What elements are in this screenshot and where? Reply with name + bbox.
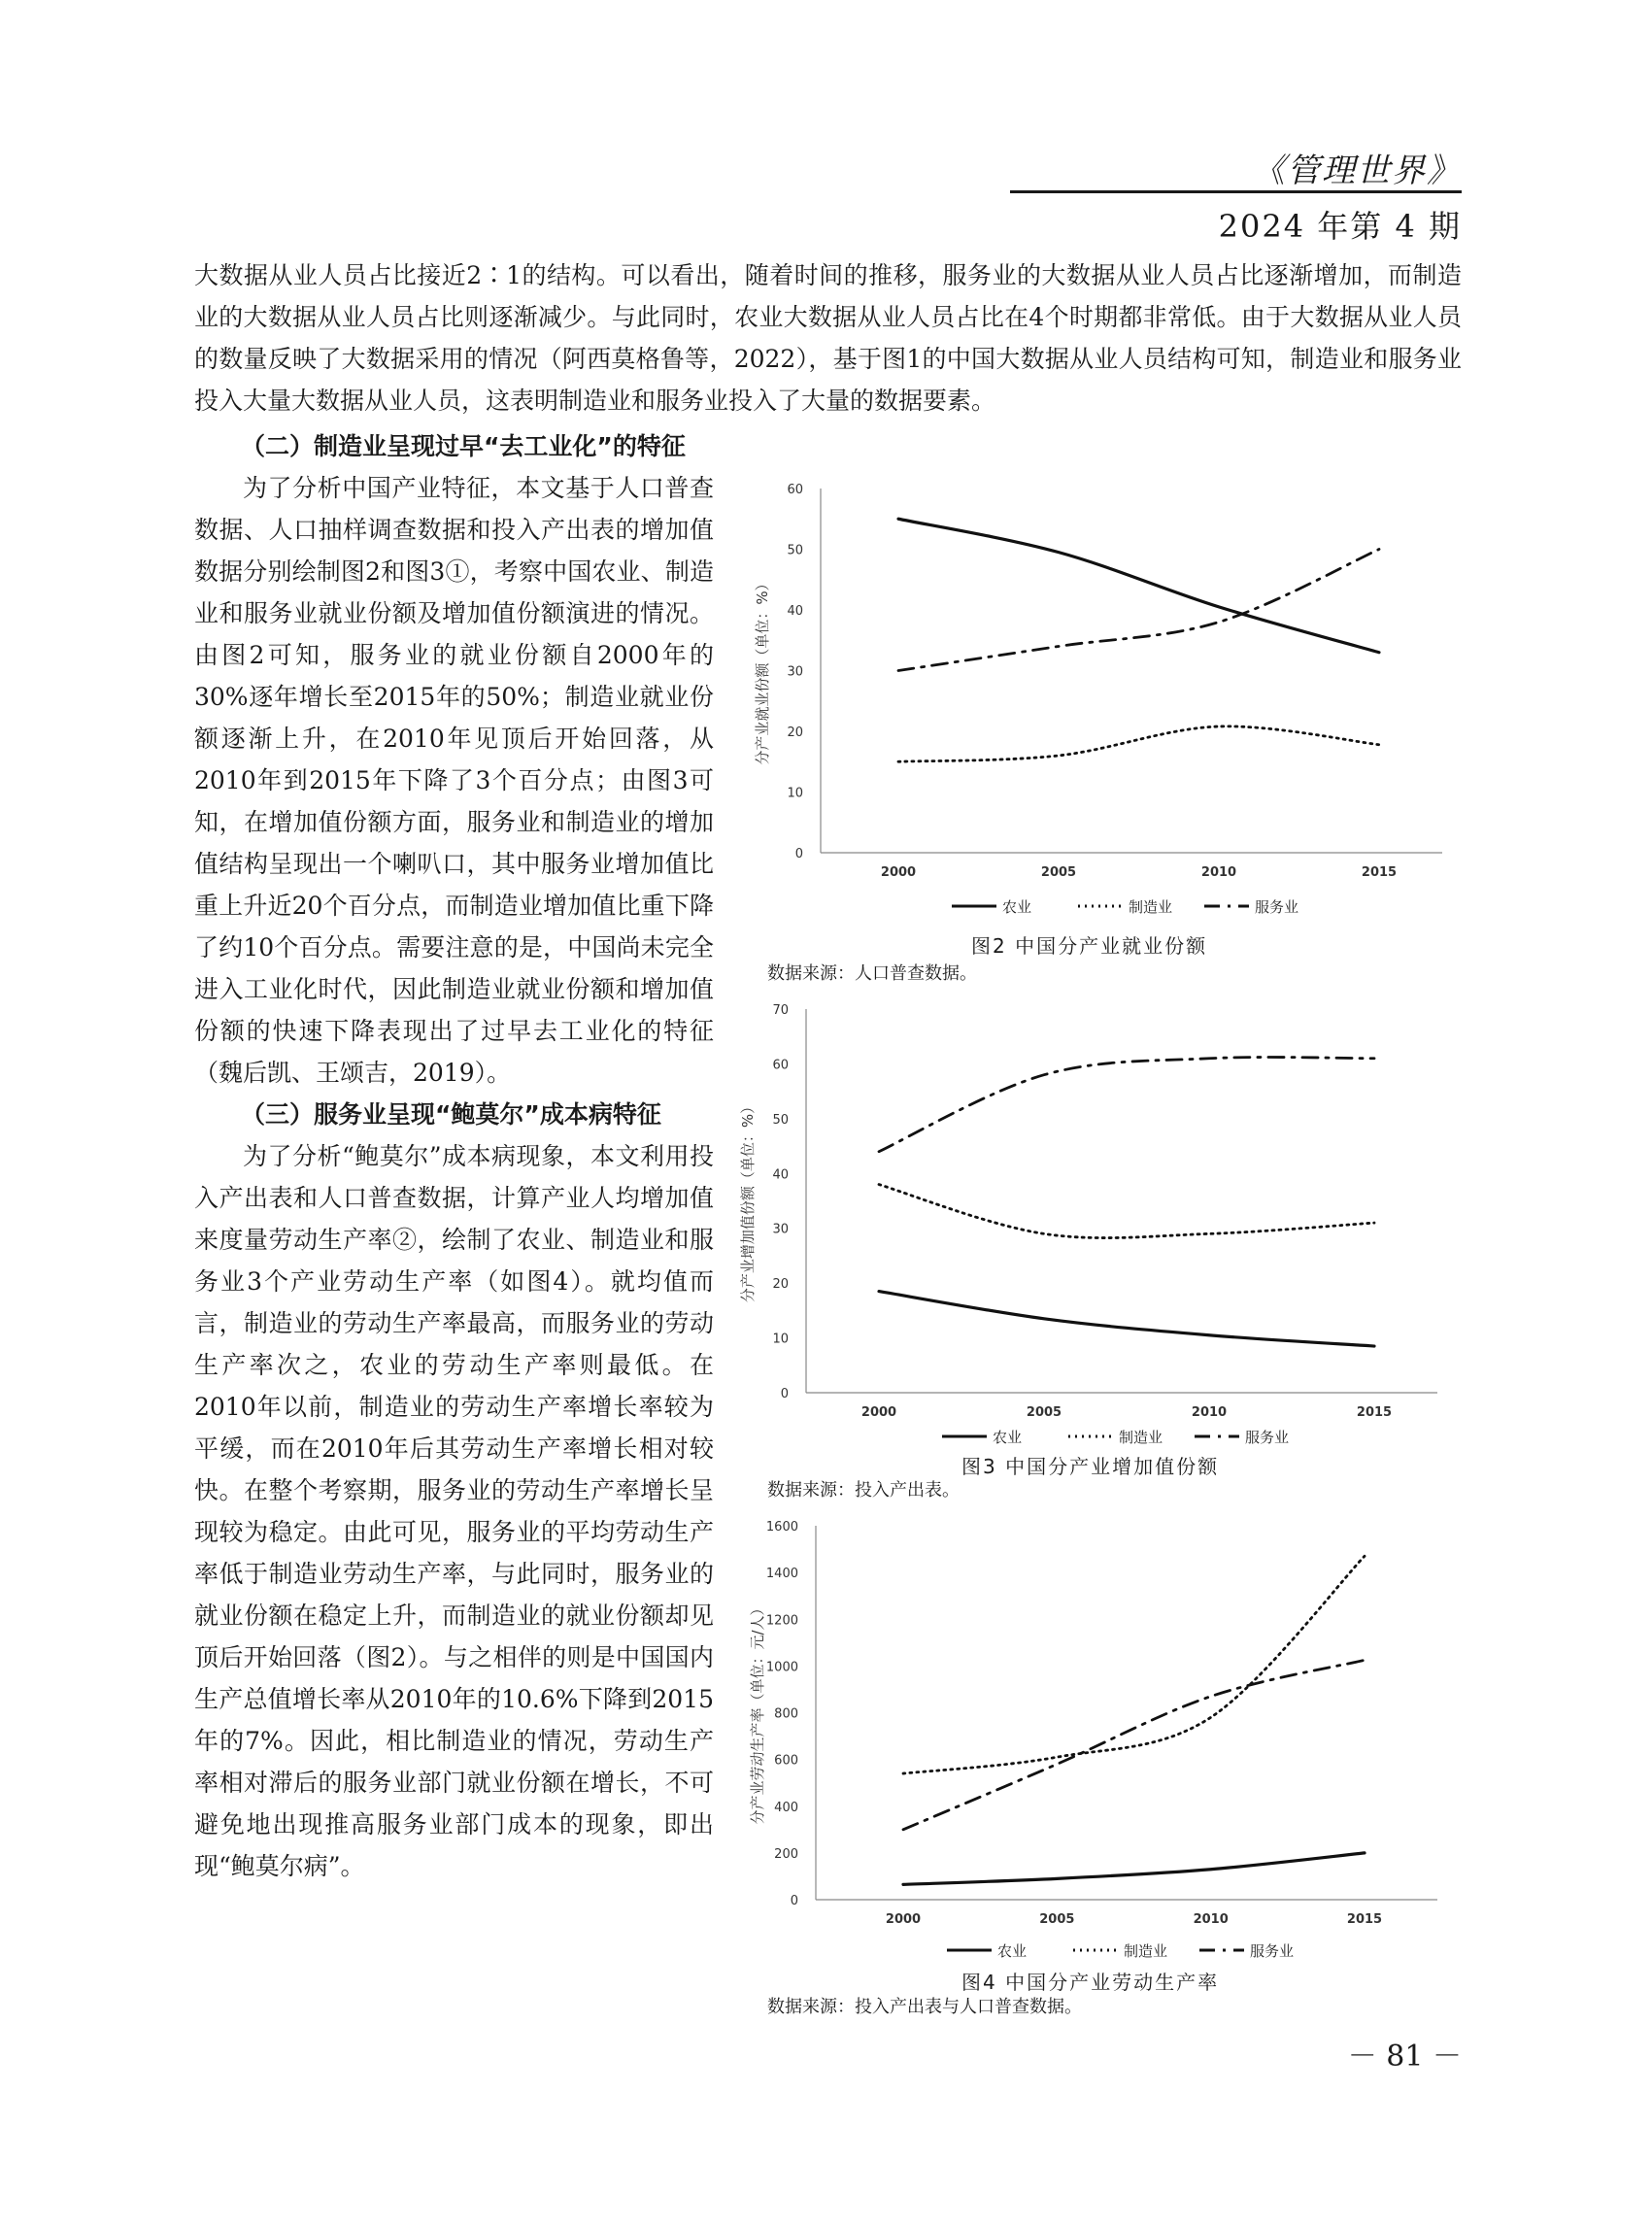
figure-4-title: 图4 中国分产业劳动生产率	[961, 1971, 1220, 1994]
legend-label-0: 农业	[1002, 898, 1032, 916]
y-tick-label: 1000	[765, 1660, 798, 1675]
y-tick-label: 1200	[765, 1613, 798, 1629]
y-tick-label: 20	[772, 1277, 789, 1293]
legend-label-1: 制造业	[1124, 1942, 1168, 1960]
x-tick-label: 2005	[1026, 1405, 1062, 1420]
header-rule	[1010, 190, 1462, 193]
legend-label-2: 服务业	[1255, 898, 1299, 916]
x-tick-label: 2000	[880, 865, 917, 880]
legend-label-1: 制造业	[1119, 1429, 1163, 1446]
series-line-2	[879, 1058, 1374, 1152]
figure-2-title: 图2 中国分产业就业份额	[971, 934, 1208, 958]
y-tick-label: 50	[787, 543, 803, 558]
x-tick-label: 2015	[1361, 865, 1398, 880]
x-tick-label: 2010	[1200, 865, 1237, 880]
section-paragraph-3: 为了分析“鲍莫尔”成本病现象，本文利用投入产出表和人口普查数据，计算产业人均增加值来度量劳动生产率②，绘制了农业、制造业和服务业3个产业劳动生产率（如图4）。就均值而言，制造业的劳动生产率最高，而服务业的劳动生产率次之，农业的劳动生产率则最低。在2010年以前，制造业的劳动生产率增长率较为平缓，而在2010年后其劳动生产率增长相对较快。在整个考察期，服务业的劳动生产率增长呈现较为稳定。由此可见，服务业的平均劳动生产率低于制造业劳动生产率，与此同时，服务业的就业份额在稳定上升，而制造业的就业份额却见顶后开始回落（图2）。与之相伴的则是中国国内生产总值增长率从2010年的10.6%下降到2015年的7%。因此，相比制造业的情况，劳动生产率相对滞后的服务业部门就业份额在增长，不可避免地出现推高服务业部门成本的现象，即出现“鲍莫尔病”。	[194, 1142, 714, 1880]
y-tick-label: 20	[787, 725, 803, 740]
figure-3-source: 数据来源：投入产出表。	[767, 1480, 960, 1501]
x-tick-label: 2000	[860, 1405, 897, 1420]
figure-4-source: 数据来源：投入产出表与人口普查数据。	[767, 1997, 1082, 2017]
section-paragraph-2: 为了分析中国产业特征，本文基于人口普查数据、人口抽样调查数据和投入产出表的增加值数据分别绘制图2和图3①，考察中国农业、制造业和服务业就业份额及增加值份额演进的情况。由图2可知，服务业的就业份额自2000年的30%逐年增长至2015年的50%；制造业就业份额逐渐上升，在2010年见顶后开始回落，从2010年到2015年下降了3个百分点；由图3可知，在增加值份额方面，服务业和制造业的增加值结构呈现出一个喇叭口，其中服务业增加值比重上升近20个百分点，而制造业增加值比重下降了约10个百分点。需要注意的是，中国尚未完全进入工业化时代，因此制造业就业份额和增加值份额的快速下降表现出了过早去工业化的特征（魏后凯、王颂吉，2019）。	[194, 474, 714, 1087]
y-tick-label: 40	[772, 1167, 789, 1183]
y-tick-label: 0	[790, 1894, 798, 1908]
series-line-2	[898, 550, 1379, 671]
y-tick-label: 0	[794, 847, 803, 861]
x-tick-label: 2005	[1039, 1912, 1075, 1927]
series-line-0	[879, 1292, 1374, 1346]
x-tick-label: 2015	[1346, 1912, 1383, 1927]
y-tick-label: 30	[787, 664, 803, 680]
x-tick-label: 2010	[1191, 1405, 1228, 1420]
y-tick-label: 1400	[765, 1567, 798, 1582]
y-tick-label: 50	[772, 1112, 789, 1128]
series-line-1	[903, 1556, 1365, 1773]
series-line-1	[898, 726, 1379, 761]
x-tick-label: 2005	[1040, 865, 1077, 880]
y-tick-label: 10	[772, 1332, 789, 1347]
y-tick-label: 400	[774, 1800, 798, 1815]
y-tick-label: 70	[772, 1003, 789, 1018]
journal-name: 《管理世界》	[1252, 152, 1462, 190]
y-tick-label: 800	[774, 1706, 798, 1722]
figure-4-chart	[738, 1511, 1476, 1968]
y-tick-label: 30	[772, 1222, 789, 1237]
series-line-0	[903, 1853, 1365, 1884]
y-axis-label: 分产业劳动生产率（单位：元/人）	[749, 1601, 766, 1825]
y-tick-label: 60	[787, 483, 803, 497]
legend-label-2: 服务业	[1245, 1429, 1290, 1446]
y-tick-label: 600	[774, 1753, 798, 1769]
legend-label-2: 服务业	[1250, 1942, 1295, 1960]
y-tick-label: 40	[787, 604, 803, 619]
y-tick-label: 60	[772, 1058, 789, 1073]
x-tick-label: 2000	[885, 1912, 922, 1927]
y-tick-label: 0	[780, 1387, 789, 1401]
legend-label-0: 农业	[997, 1942, 1028, 1960]
legend-label-1: 制造业	[1129, 898, 1173, 916]
series-line-2	[903, 1660, 1365, 1829]
series-line-1	[879, 1185, 1374, 1238]
figure-2-source: 数据来源：人口普查数据。	[767, 963, 977, 984]
y-tick-label: 10	[787, 786, 803, 801]
figure-2-chart	[738, 474, 1476, 921]
x-tick-label: 2015	[1356, 1405, 1393, 1420]
section-heading-2: （二）制造业呈现过早“去工业化”的特征	[241, 432, 686, 460]
y-tick-label: 200	[774, 1846, 798, 1862]
figure-3-chart	[738, 995, 1476, 1451]
y-axis-label: 分产业就业份额（单位：%）	[754, 576, 771, 765]
y-axis-label: 分产业增加值份额（单位：%）	[739, 1098, 757, 1303]
issue-label: 2024 年第 4 期	[1218, 208, 1462, 245]
page-number: － 81 －	[1347, 2040, 1462, 2074]
figure-3-title: 图3 中国分产业增加值份额	[961, 1455, 1220, 1478]
left-column	[194, 425, 714, 1887]
x-tick-label: 2010	[1193, 1912, 1229, 1927]
y-tick-label: 1600	[765, 1520, 798, 1535]
intro-paragraph: 大数据从业人员占比接近2∶1的结构。可以看出，随着时间的推移，服务业的大数据从业人员占比逐渐增加，而制造业的大数据从业人员占比则逐渐减少。与此同时，农业大数据从业人员占比在4个时期都非常低。由于大数据从业人员的数量反映了大数据采用的情况（阿西莫格鲁等，2022），基于图1的中国大数据从业人员结构可知，制造业和服务业投入大量大数据从业人员，这表明制造业和服务业投入了大量的数据要素。	[194, 261, 1462, 415]
section-heading-3: （三）服务业呈现“鲍莫尔”成本病特征	[241, 1100, 661, 1129]
legend-label-0: 农业	[993, 1429, 1023, 1446]
